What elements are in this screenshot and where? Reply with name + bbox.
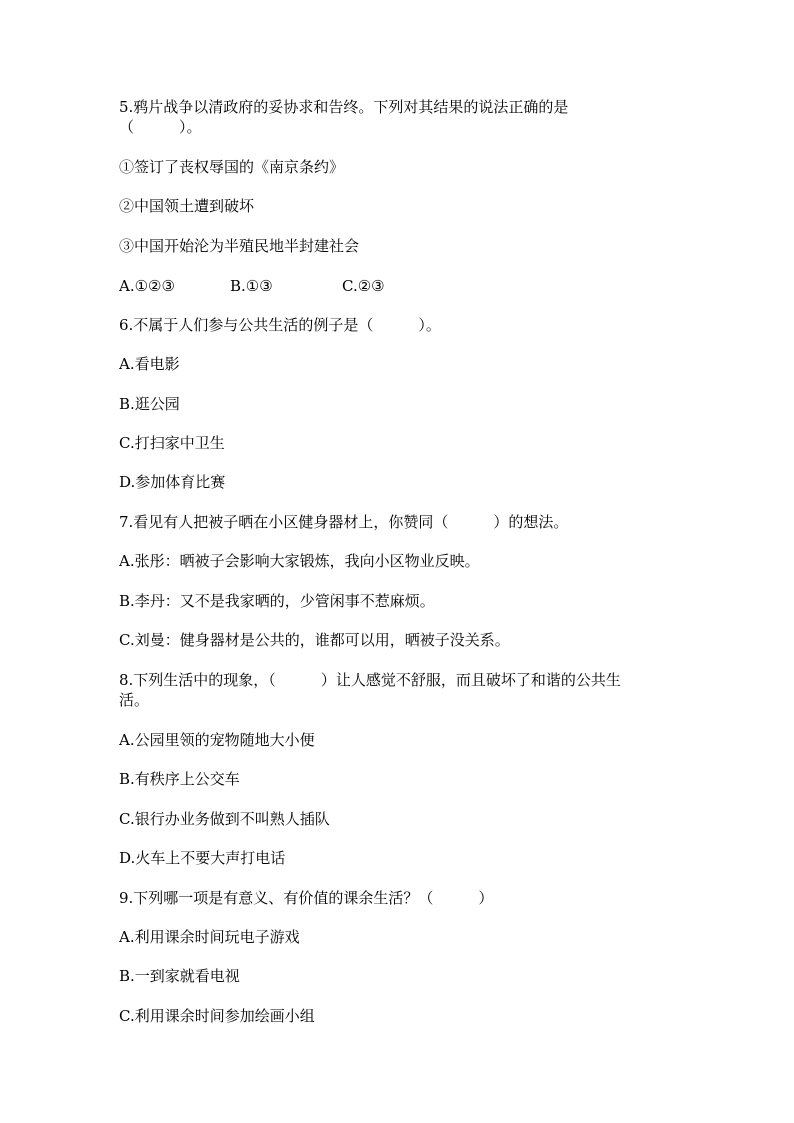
question-5-option-b: B.①③ <box>230 277 273 295</box>
question-8-option-a: A.公园里领的宠物随地大小便 <box>119 731 315 749</box>
question-7-option-a: A.张彤：晒被子会影响大家锻炼，我向小区物业反映。 <box>119 552 480 570</box>
question-9-option-a: A.利用课余时间玩电子游戏 <box>119 928 300 946</box>
question-5-statement-1: ①签订了丧权辱国的《南京条约》 <box>119 158 345 176</box>
question-5-option-c: C.②③ <box>342 277 385 295</box>
question-5-stem-line-2: （ ）。 <box>119 118 202 136</box>
question-8-option-b: B.有秩序上公交车 <box>119 770 240 788</box>
question-8-stem-line-2: 活。 <box>119 691 150 709</box>
question-7-option-c: C.刘曼：健身器材是公共的，谁都可以用，晒被子没关系。 <box>119 631 510 649</box>
question-9-stem: 9.下列哪一项是有意义、有价值的课余生活？（ ） <box>119 889 494 907</box>
question-9-option-b: B.一到家就看电视 <box>119 967 240 985</box>
question-5-option-a: A.①②③ <box>119 277 175 295</box>
question-8-option-d: D.火车上不要大声打电话 <box>119 849 286 867</box>
question-6-option-b: B.逛公园 <box>119 395 180 413</box>
question-8-stem-line-1: 8.下列生活中的现象，（ ）让人感觉不舒服，而且破坏了和谐的公共生 <box>119 671 621 689</box>
question-6-option-d: D.参加体育比赛 <box>119 473 226 491</box>
question-8-option-c: C.银行办业务做到不叫熟人插队 <box>119 810 330 828</box>
question-5-statement-2: ②中国领土遭到破坏 <box>119 197 255 215</box>
question-6-option-c: C.打扫家中卫生 <box>119 434 225 452</box>
question-9-option-c: C.利用课余时间参加绘画小组 <box>119 1007 315 1025</box>
question-5-stem-line-1: 5.鸦片战争以清政府的妥协求和告终。下列对其结果的说法正确的是 <box>119 98 569 116</box>
question-7-option-b: B.李丹：又不是我家晒的，少管闲事不惹麻烦。 <box>119 592 435 610</box>
question-6-option-a: A.看电影 <box>119 355 180 373</box>
question-5-statement-3: ③中国开始沦为半殖民地半封建社会 <box>119 237 360 255</box>
question-6-stem: 6.不属于人们参与公共生活的例子是（ ）。 <box>119 316 441 334</box>
question-7-stem: 7.看见有人把被子晒在小区健身器材上，你赞同（ ）的想法。 <box>119 513 569 531</box>
